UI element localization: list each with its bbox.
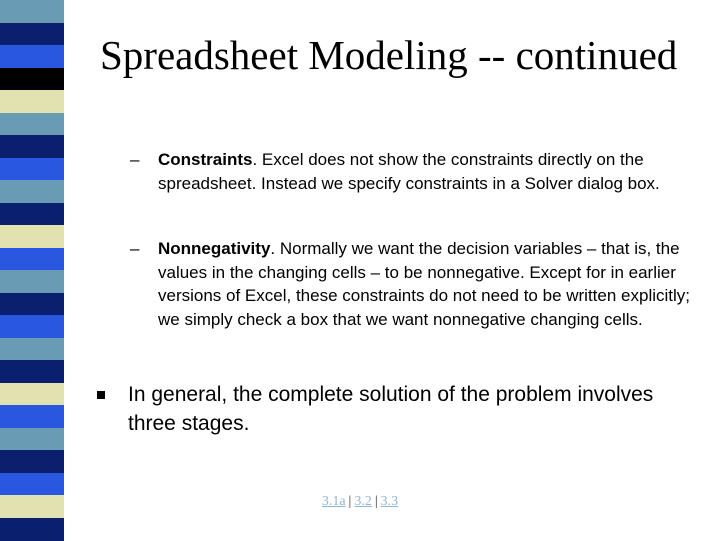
bar-block	[0, 383, 64, 406]
sub-item-text: . Normally we want the decision variables – that is, the values in the changing cells – to be nonnegative. Except for in earlier versions of Excel, these constraints do not need to be written explicitly; we simply check a box that we want nonnegative changing cells.	[158, 239, 690, 329]
sub-item-keyword: Constraints	[158, 150, 253, 169]
bar-block	[0, 225, 64, 248]
bar-block	[0, 0, 64, 23]
bar-block	[0, 180, 64, 203]
bar-block	[0, 338, 64, 361]
bar-block	[0, 90, 64, 113]
link-separator: |	[374, 494, 378, 509]
bar-block	[0, 23, 64, 46]
footer-nav	[0, 494, 720, 510]
bar-block	[0, 68, 64, 91]
decorative-left-bar	[0, 0, 64, 540]
bar-block	[0, 248, 64, 271]
link-3-2[interactable]: 3.2	[354, 494, 372, 509]
bar-block	[0, 405, 64, 428]
square-bullet-icon	[97, 391, 105, 399]
bar-block	[0, 113, 64, 136]
bar-block	[0, 158, 64, 181]
sub-item-text: . Excel does not show the constraints directly on the spreadsheet. Instead we specify constraints in a Solver dialog box.	[158, 150, 660, 193]
link-3-1a[interactable]: 3.1a	[321, 494, 346, 509]
bar-block	[0, 360, 64, 383]
bar-block	[0, 293, 64, 316]
bullet-text: In general, the complete solution of the problem involves three stages.	[128, 383, 654, 435]
bar-block	[0, 450, 64, 473]
bar-block	[0, 315, 64, 338]
bar-block	[0, 45, 64, 68]
sub-item-constraints	[130, 148, 700, 195]
bar-block	[0, 518, 64, 541]
dash-marker: –	[130, 239, 140, 258]
sub-item-nonnegativity	[130, 237, 700, 331]
bar-block	[0, 135, 64, 158]
bar-block	[0, 270, 64, 293]
bar-block	[0, 203, 64, 226]
bar-block	[0, 428, 64, 451]
bar-block	[0, 473, 64, 496]
link-separator: |	[348, 494, 352, 509]
dash-marker: –	[130, 150, 140, 169]
slide-title: Spreadsheet Modeling -- continued	[100, 32, 678, 78]
sub-item-keyword: Nonnegativity	[158, 239, 271, 258]
link-3-3[interactable]: 3.3	[380, 494, 399, 509]
bullet-item	[97, 380, 697, 438]
